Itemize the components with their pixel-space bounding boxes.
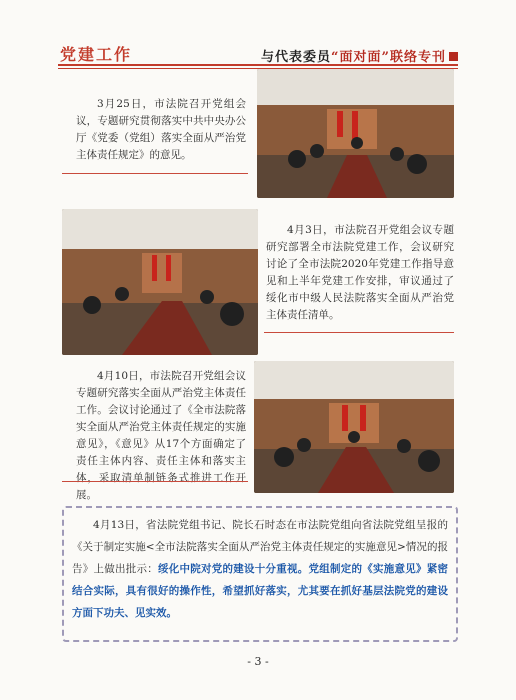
header-rule <box>58 64 458 66</box>
highlighted-instruction: 绥化中院对党的建设十分重视。党组制定的《实施意见》紧密结合实际，具有很好的操作性，希望抓好落实，尤其要在抓好基层法院党的建设方面下功夫、见实效。 <box>72 563 448 619</box>
page-number: - 3 - <box>247 655 269 668</box>
meeting-photo-2 <box>62 209 258 355</box>
meeting-photo-1 <box>257 69 454 198</box>
notebox-text: 4月13日，省法院党组书记、院长石时态在市法院党组向省法院党组呈报的《关于制定实施<全市法院落实全面从严治党主体责任规定的实施意见>情况的报告》上做出批示：绥化中院对党的建设十分重视。党组制定的《实施意见》紧密结合实际，具有很好的操作性，希望抓好落实，尤其要在抓好基层法院党的建设方面下功夫、见实效。 <box>72 519 448 619</box>
news-item-1-text: 3月25日，市法院召开党组会议，专题研究贯彻落实中共中央办公厅《党委（党组）落实全面从严治党主体责任规定》的意见。 <box>76 98 246 161</box>
news-item-3-text: 4月10日，市法院召开党组会议专题研究落实全面从严治党主体责任工作。会议讨论通过了《全市法院落实全面从严治党主体责任规定的实施意见》，《意见》从17个方面确定了责任主体内容、责任主体和落实主体，采取清单制链条式推进工作开展。 <box>76 370 246 501</box>
square-icon <box>449 52 458 61</box>
news-item-3-rule <box>62 481 248 482</box>
news-item-2-text: 4月3日，市法院召开党组会议专题研究部署全市法院党建工作，会议研究讨论了全市法院2020年党建工作指导意见和上半年党建工作安排，审议通过了绥化市中级人民法院落实全面从严治党主体责任清单。 <box>266 224 454 321</box>
publication-title: 与代表委员“面对面”联络专刊 <box>261 46 458 65</box>
news-item-1-rule <box>62 173 248 174</box>
news-item-2-rule <box>264 332 454 333</box>
instruction-notebox <box>62 506 458 642</box>
page-header <box>58 40 458 66</box>
section-title: 党建工作 <box>60 45 133 64</box>
meeting-photo-3 <box>254 361 454 493</box>
